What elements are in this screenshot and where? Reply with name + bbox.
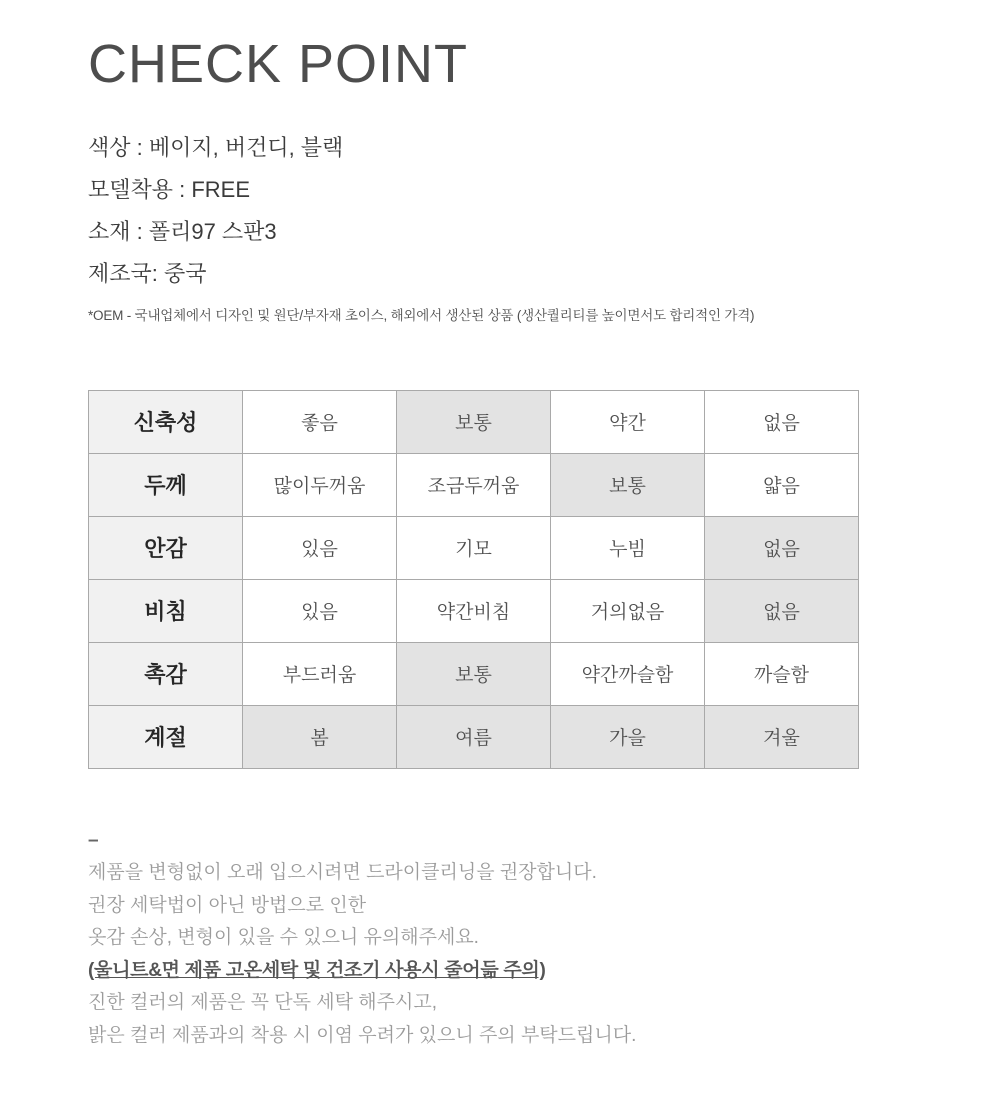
product-info [88, 127, 1000, 295]
table-cell: 얇음 [705, 453, 859, 516]
table-row-lining [89, 516, 859, 579]
table-row-stretch [89, 390, 859, 453]
row-header-thickness: 두께 [89, 453, 243, 516]
info-model-size: 모델착용 : FREE [88, 176, 251, 202]
oem-note: *OEM - 국내업체에서 디자인 및 원단/부자재 초이스, 해외에서 생산된 상품 (생산퀄리티를 높이면서도 합리적인 가격) [88, 307, 755, 323]
care-line: 옷감 손상, 변형이 있을 수 있으니 유의해주세요. [88, 927, 479, 949]
table-cell-selected: 보통 [397, 390, 551, 453]
row-header-sheerness: 비침 [89, 579, 243, 642]
table-cell: 약간 [551, 390, 705, 453]
table-cell: 거의없음 [551, 579, 705, 642]
table-cell: 있음 [243, 516, 397, 579]
table-cell: 많이두꺼움 [243, 453, 397, 516]
table-cell-selected: 보통 [551, 453, 705, 516]
care-dash: – [88, 829, 99, 851]
care-line: 제품을 변형없이 오래 입으시려면 드라이클리닝을 권장합니다. [88, 862, 597, 884]
table-cell: 누빔 [551, 516, 705, 579]
table-cell-selected: 가을 [551, 705, 705, 768]
care-line: 진한 컬러의 제품은 꼭 단독 세탁 해주시고, [88, 992, 437, 1014]
table-cell: 있음 [243, 579, 397, 642]
info-origin: 제조국: 중국 [88, 260, 207, 286]
info-material: 소재 : 폴리97 스판3 [88, 218, 277, 244]
table-cell-selected: 보통 [397, 642, 551, 705]
care-line: 권장 세탁법이 아닌 방법으로 인한 [88, 894, 367, 916]
table-cell: 기모 [397, 516, 551, 579]
table-cell-selected: 봄 [243, 705, 397, 768]
row-header-season: 계절 [89, 705, 243, 768]
table-row-season [89, 705, 859, 768]
fabric-info-table [88, 390, 859, 769]
row-header-stretch: 신축성 [89, 390, 243, 453]
table-cell: 부드러움 [243, 642, 397, 705]
table-cell-selected: 겨울 [705, 705, 859, 768]
table-cell: 없음 [705, 390, 859, 453]
table-cell: 좋음 [243, 390, 397, 453]
table-cell: 약간까슬함 [551, 642, 705, 705]
care-line: 밝은 컬러 제품과의 착용 시 이염 우려가 있으니 주의 부탁드립니다. [88, 1024, 637, 1046]
table-cell-selected: 여름 [397, 705, 551, 768]
page-title: CHECK POINT [88, 34, 469, 94]
care-instructions [88, 825, 1000, 1053]
table-row-sheerness [89, 579, 859, 642]
table-cell-selected: 없음 [705, 579, 859, 642]
table-cell: 까슬함 [705, 642, 859, 705]
table-row-thickness [89, 453, 859, 516]
row-header-texture: 촉감 [89, 642, 243, 705]
info-color: 색상 : 베이지, 버건디, 블랙 [88, 134, 344, 160]
row-header-lining: 안감 [89, 516, 243, 579]
table-row-texture [89, 642, 859, 705]
care-warning-bold: (울니트&면 제품 고온세탁 및 건조기 사용시 줄어듦 주의) [88, 959, 546, 981]
table-cell: 조금두꺼움 [397, 453, 551, 516]
table-cell: 약간비침 [397, 579, 551, 642]
table-cell-selected: 없음 [705, 516, 859, 579]
